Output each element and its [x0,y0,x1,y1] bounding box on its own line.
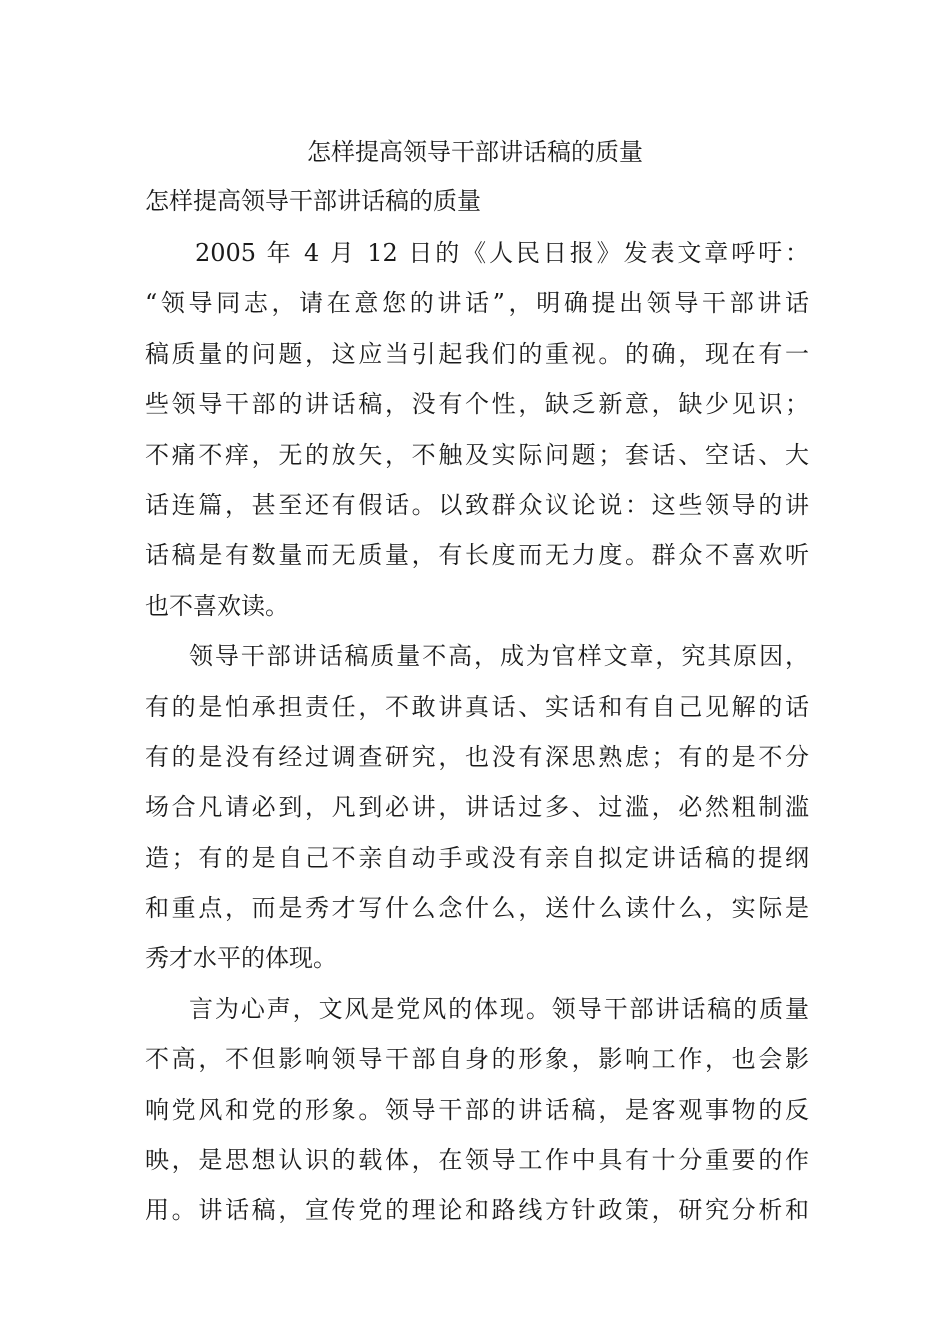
text-line: 有的是怕承担责任，不敢讲真话、实话和有自己见解的话 [145,692,809,721]
text-line: 不痛不痒，无的放矢，不触及实际问题；套话、空话、大 [145,440,809,469]
document-body [145,228,809,1236]
text-line: 领导干部讲话稿质量不高，成为官样文章，究其原因， [189,642,809,671]
text-line: 不高，不但影响领导干部自身的形象，影响工作，也会影 [145,1045,809,1074]
text-line: 言为心声，文风是党风的体现。领导干部讲话稿的质量 [189,994,809,1023]
text-line: 稿质量的问题，这应当引起我们的重视。的确，现在有一 [145,339,809,368]
text-line: 和重点，而是秀才写什么念什么，送什么读什么，实际是 [145,894,809,923]
text-line: 2005 年 4 月 12 日的《人民日报》发表文章呼吁： [195,239,809,267]
text-line: 映，是思想认识的载体，在领导工作中具有十分重要的作 [145,1146,809,1175]
paragraph-2 [145,631,809,984]
text-line: 秀才水平的体现。 [145,944,337,973]
text-line: 话连篇，甚至还有假话。以致群众议论说：这些领导的讲 [145,490,809,519]
document-subtitle: 怎样提高领导干部讲话稿的质量 [145,187,481,215]
document-title: 怎样提高领导干部讲话稿的质量 [307,138,643,166]
paragraph-3 [145,984,809,1236]
text-line: 话稿是有数量而无质量，有长度而无力度。群众不喜欢听 [145,541,809,570]
text-line: 响党风和党的形象。领导干部的讲话稿，是客观事物的反 [145,1095,809,1124]
text-line: 有的是没有经过调查研究，也没有深思熟虑；有的是不分 [145,742,809,771]
text-line: 场合凡请必到，凡到必讲，讲话过多、过滥，必然粗制滥 [145,793,809,822]
text-line: 用。讲话稿，宣传党的理论和路线方针政策，研究分析和 [145,1196,809,1225]
paragraph-1 [145,228,809,631]
text-line: “领导同志，请在意您的讲话”，明确提出领导干部讲话 [145,289,809,318]
text-line: 也不喜欢读。 [145,591,289,620]
text-line: 些领导干部的讲话稿，没有个性，缺乏新意，缺少见识； [145,390,809,419]
text-line: 造；有的是自己不亲自动手或没有亲自拟定讲话稿的提纲 [145,843,809,872]
